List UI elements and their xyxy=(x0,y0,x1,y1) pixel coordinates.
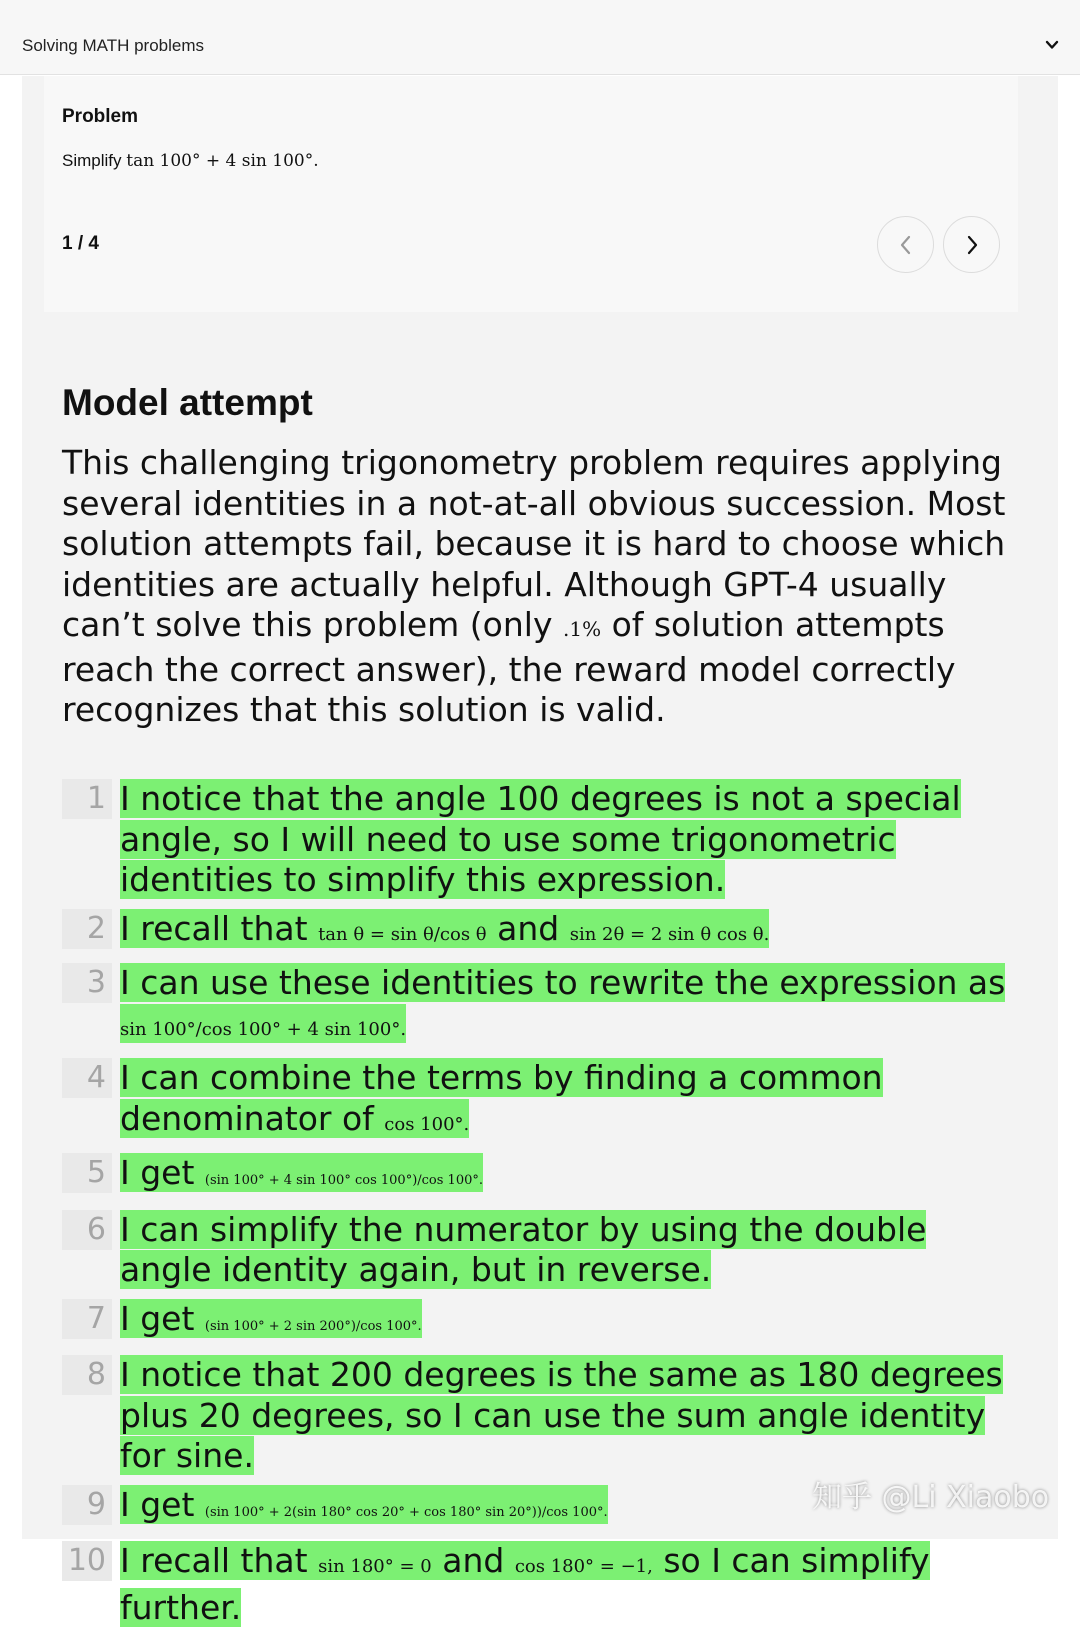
step-text-segment: I recall that xyxy=(120,1541,319,1580)
step-number: 8 xyxy=(62,1355,112,1395)
chevron-down-icon[interactable] xyxy=(1044,38,1060,52)
problem-counter: 1 / 4 xyxy=(62,233,99,254)
model-attempt-description xyxy=(62,443,1022,731)
solution-step xyxy=(62,909,1022,956)
step-text xyxy=(120,1210,1022,1291)
problem-label: Problem xyxy=(62,106,139,127)
step-math: (sin 100° + 2(sin 180° cos 20° + cos 180° sin 20°))/cos 100°. xyxy=(204,1504,608,1520)
step-text-segment: I get xyxy=(120,1298,205,1338)
step-math: (sin 100° + 2 sin 200°)/cos 100°. xyxy=(204,1318,422,1334)
step-math: sin 100°/cos 100° + 4 sin 100°. xyxy=(120,1018,407,1040)
model-attempt-title: Model attempt xyxy=(62,382,313,423)
step-number: 7 xyxy=(62,1299,112,1339)
solution-step xyxy=(62,1058,1022,1145)
step-text xyxy=(120,909,769,956)
content-panel xyxy=(22,76,1058,1627)
description-text-2: of solution attempts reach the correct answer), the reward model correctly recognizes that this solution is valid. xyxy=(62,605,956,729)
step-text-segment: I get xyxy=(120,1153,205,1192)
step-text xyxy=(120,1485,608,1534)
step-text xyxy=(120,1299,422,1348)
step-number: 5 xyxy=(62,1153,112,1193)
solution-step xyxy=(62,1355,1022,1477)
step-text-segment: I can simplify the numerator by using the double angle identity again, but in reverse. xyxy=(120,1209,927,1289)
step-number: 4 xyxy=(62,1058,112,1098)
step-text-segment: and xyxy=(486,908,570,948)
step-number: 1 xyxy=(62,779,112,819)
step-number: 6 xyxy=(62,1210,112,1250)
chevron-left-icon xyxy=(897,234,915,256)
step-text-segment: I notice that 200 degrees is the same as 180 degrees plus 20 degrees, so I can use the sum angle identity for sine. xyxy=(120,1355,1003,1475)
description-percentage: .1% xyxy=(562,617,602,641)
step-text-segment: I get xyxy=(120,1484,205,1524)
step-math: tan θ = sin θ/cos θ xyxy=(318,923,487,945)
step-math: cos 180° = −1, xyxy=(514,1556,653,1577)
previous-button[interactable] xyxy=(877,216,934,273)
step-text xyxy=(120,1153,483,1202)
solution-step xyxy=(62,779,1022,901)
step-text-segment: I recall that xyxy=(120,908,319,948)
solution-step xyxy=(62,1541,1022,1628)
section-selector-title[interactable]: Solving MATH problems xyxy=(22,36,205,55)
step-text xyxy=(120,779,1022,901)
watermark: 知乎 @Li Xiaobo xyxy=(812,1480,1050,1515)
chevron-right-icon xyxy=(963,234,981,256)
solution-step xyxy=(62,1299,1022,1348)
step-text xyxy=(120,963,1022,1050)
step-text-segment: I can combine the terms by finding a common denominator of xyxy=(120,1058,883,1138)
step-number: 9 xyxy=(62,1485,112,1525)
topbar[interactable] xyxy=(0,0,1080,75)
step-math: sin 180° = 0 xyxy=(318,1556,432,1577)
step-math: cos 100°. xyxy=(384,1113,470,1135)
step-number: 2 xyxy=(62,909,112,949)
solution-step xyxy=(62,1210,1022,1291)
step-text xyxy=(120,1355,1022,1477)
problem-expression: tan 100° + 4 sin 100°. xyxy=(126,151,319,171)
step-math: sin 2θ = 2 sin θ cos θ. xyxy=(569,923,770,945)
step-math: (sin 100° + 4 sin 100° cos 100°)/cos 100°. xyxy=(204,1173,483,1188)
step-text xyxy=(120,1541,1022,1628)
problem-text xyxy=(62,151,319,171)
description-text-1: This challenging trigonometry problem requires applying several identities in a not-at-all obvious succession. Most solution attempts fail, because it is hard to choose which identities are actually helpful. Although GPT-4 usually can’t solve this problem (only xyxy=(62,443,1006,644)
next-button[interactable] xyxy=(943,216,1000,273)
step-text-segment: I notice that the angle 100 degrees is not a special angle, so I will need to use some trigonometric identities to simplify this expression. xyxy=(120,779,961,899)
problem-card xyxy=(44,76,1018,312)
step-number: 3 xyxy=(62,963,112,1003)
step-text-segment: and xyxy=(431,1541,515,1580)
step-text-segment: I can use these identities to rewrite the expression as xyxy=(120,963,1006,1002)
problem-text-prefix: Simplify xyxy=(62,151,127,170)
step-text-segment: so I can simplify further. xyxy=(120,1541,930,1627)
step-text xyxy=(120,1058,1022,1145)
solution-step xyxy=(62,963,1022,1050)
solution-step xyxy=(62,1153,1022,1202)
step-number: 10 xyxy=(62,1541,112,1581)
